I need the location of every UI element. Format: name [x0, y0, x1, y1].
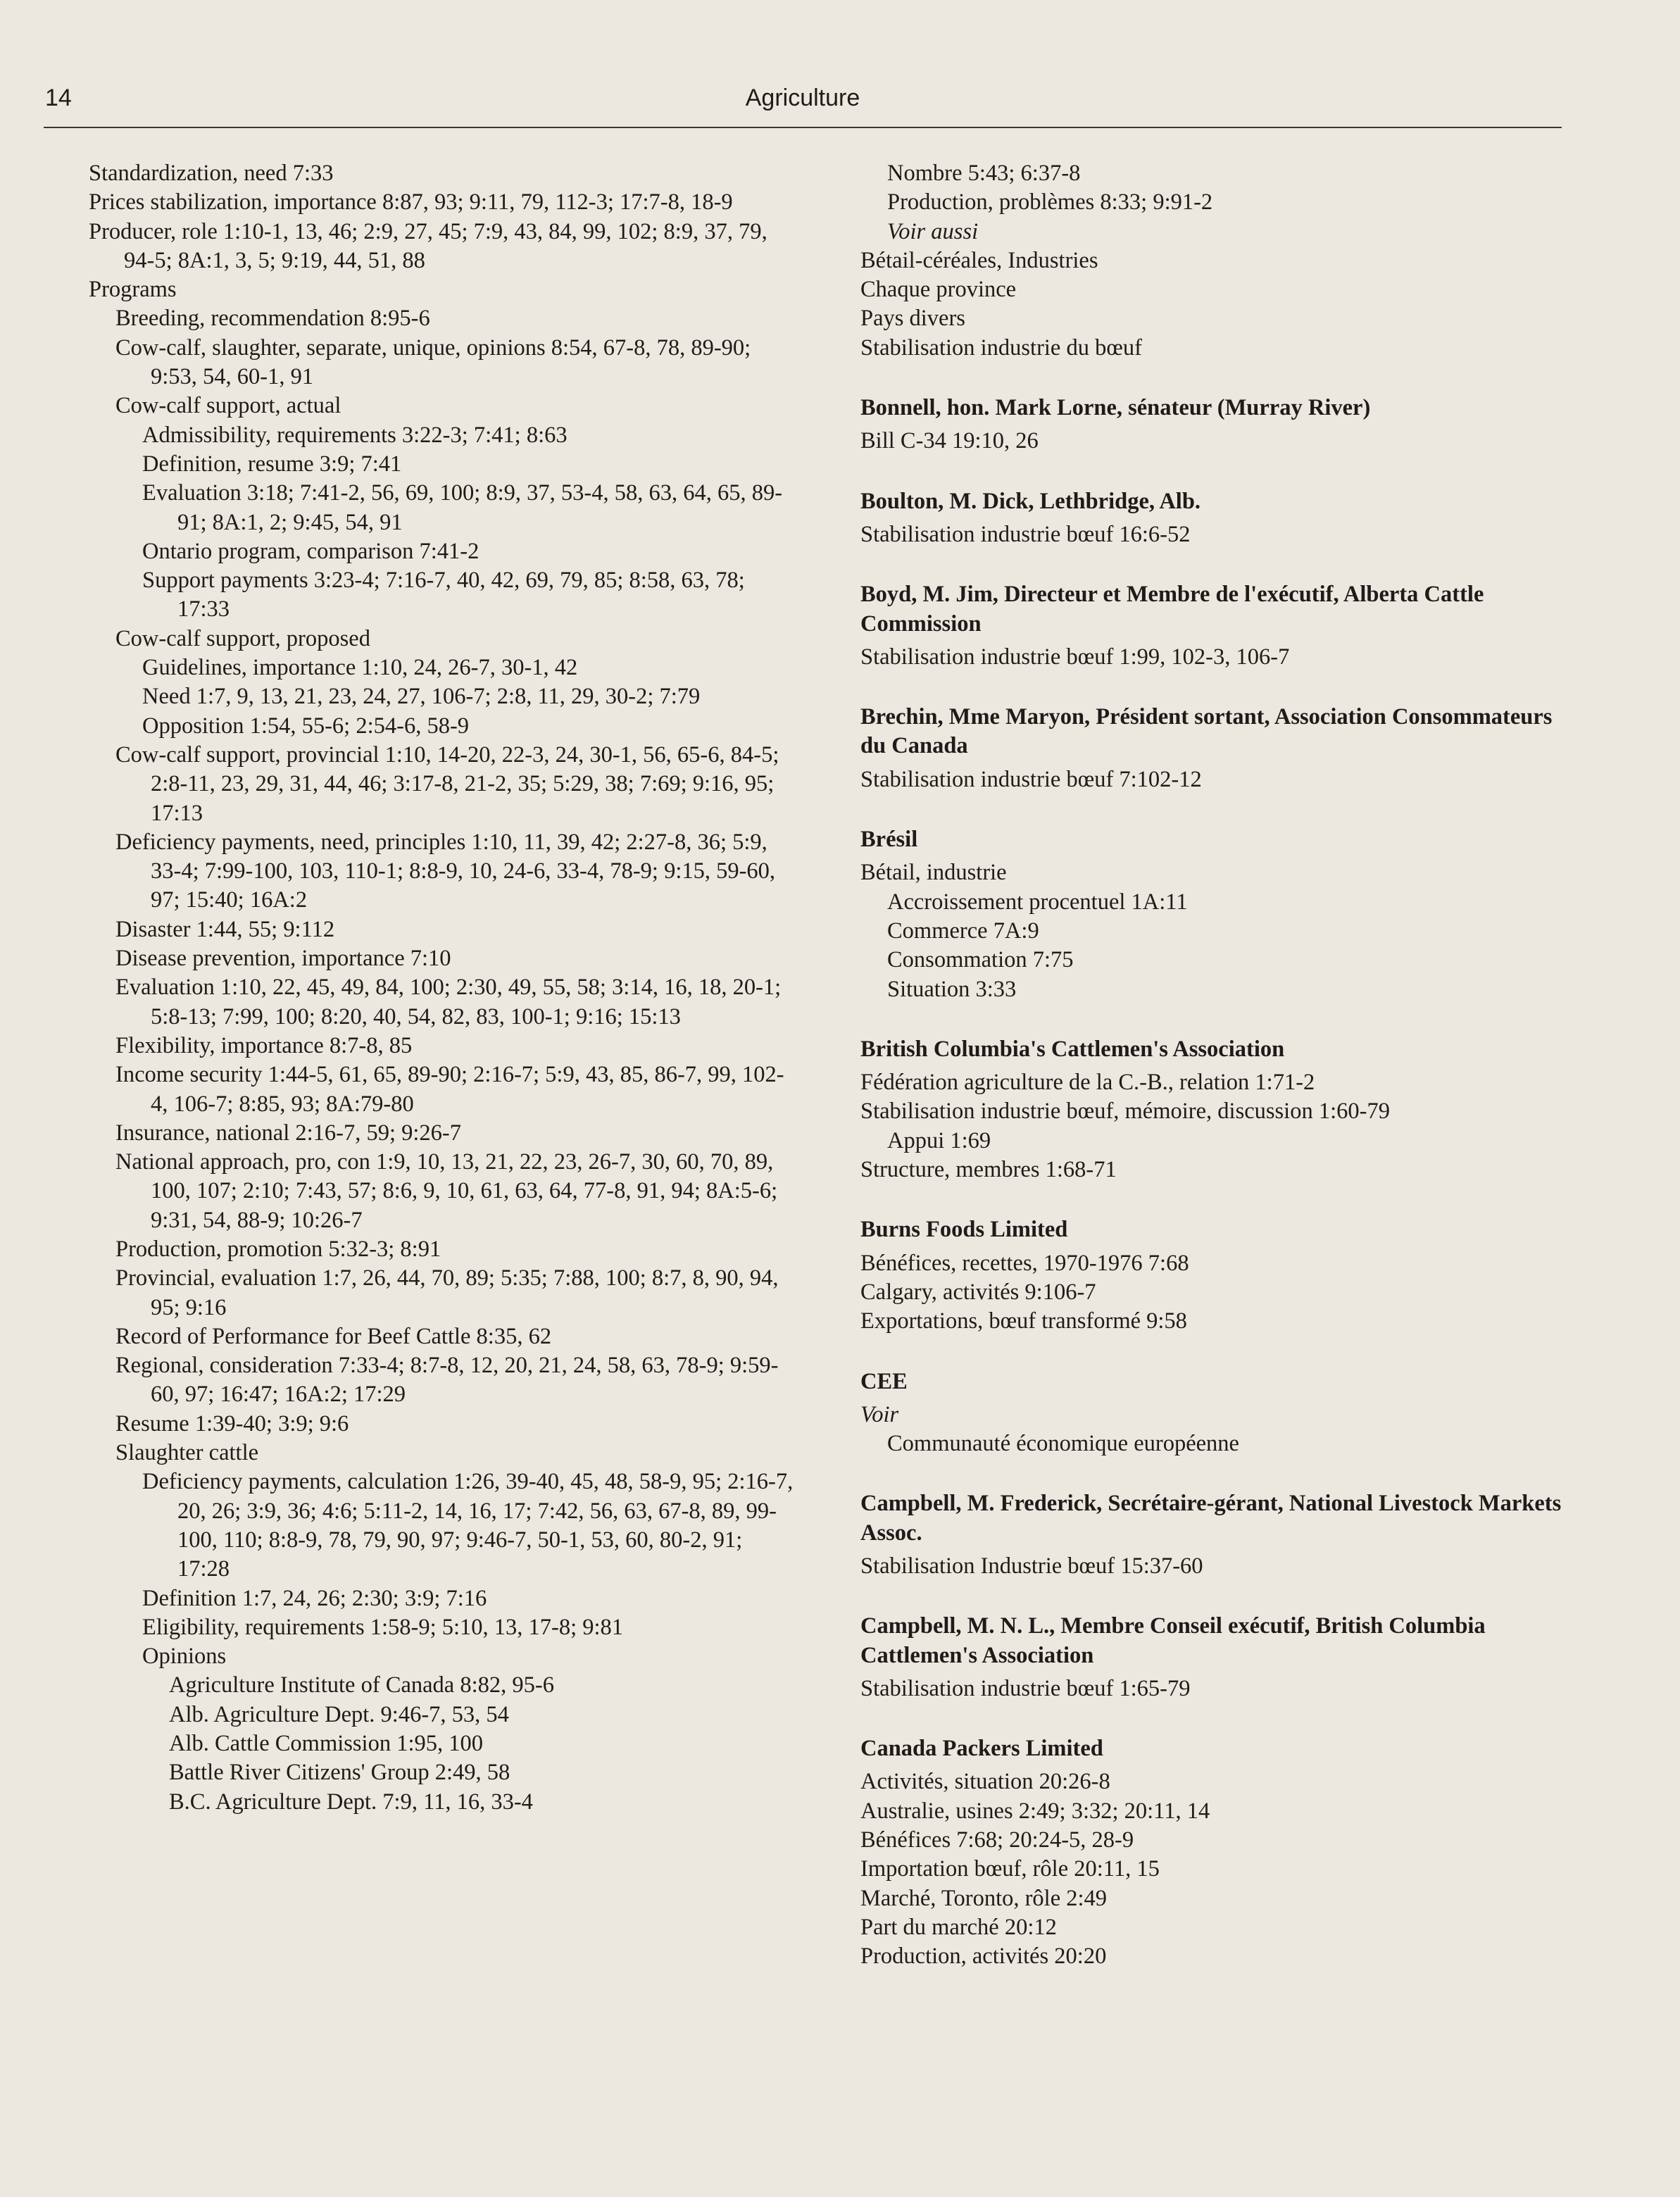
index-entry: Production, promotion 5:32-3; 8:91 [115, 1236, 441, 1262]
index-entry: Bill C-34 19:10, 26 [860, 428, 1039, 454]
index-entry: Prices stabilization, importance 8:87, 93; 9:11, 79, 112-3; 17:7-8, 18-9 [89, 189, 733, 215]
index-heading: Brechin, Mme Maryon, Président sortant, Association Consommateurs du Canada [860, 704, 1553, 759]
index-entry: Income security 1:44-5, 61, 65, 89-90; 2:16-7; 5:9, 43, 85, 86-7, 99, 102-4, 106-7; 8:85, 93; 8A:79-80 [115, 1062, 784, 1117]
index-entry: Opinions [142, 1644, 227, 1670]
index-entry: Agriculture Institute of Canada 8:82, 95-6 [169, 1672, 554, 1698]
index-entry: Producer, role 1:10-1, 13, 46; 2:9, 27, 45; 7:9, 43, 84, 99, 102; 8:9, 37, 79, 94-5; 8A:1, 3, 5; 9:19, 44, 51, 88 [89, 218, 767, 273]
index-entry: Stabilisation Industrie bœuf 15:37-60 [860, 1553, 1203, 1579]
index-entry: Definition, resume 3:9; 7:41 [142, 451, 402, 477]
index-heading: Campbell, M. Frederick, Secrétaire-gérant, National Livestock Markets Assoc. [860, 1491, 1562, 1546]
index-entry: Opposition 1:54, 55-6; 2:54-6, 58-9 [142, 713, 470, 739]
page-number: 14 [45, 84, 72, 111]
index-entry: Provincial, evaluation 1:7, 26, 44, 70, 89; 5:35; 7:88, 100; 8:7, 8, 90, 94, 95; 9:16 [115, 1265, 779, 1320]
index-entry: Part du marché 20:12 [860, 1914, 1057, 1940]
index-entry: Accroissement procentuel 1A:11 [887, 889, 1188, 915]
index-entry: Cow-calf support, provincial 1:10, 14-20, 22-3, 24, 30-1, 56, 65-6, 84-5; 2:8-11, 23, 29, 31, 44, 46; 3:17-8, 21-2, 35; 5:29, 38; 7:69; 9:16, 95; 17:13 [115, 741, 779, 826]
index-entry: Insurance, national 2:16-7, 59; 9:26-7 [115, 1120, 461, 1146]
index-entry: Voir aussi [887, 218, 979, 244]
left-index-column [89, 159, 800, 1817]
page-header [44, 79, 1562, 128]
index-entry: Australie, usines 2:49; 3:32; 20:11, 14 [860, 1798, 1210, 1824]
index-entry: Chaque province [860, 277, 1017, 303]
index-heading: Bonnell, hon. Mark Lorne, sénateur (Murray River) [860, 395, 1371, 421]
index-entry: Commerce 7A:9 [887, 918, 1039, 944]
index-entry: National approach, pro, con 1:9, 10, 13, 21, 22, 23, 26-7, 30, 60, 70, 89, 100, 107; 2:10; 7:43, 57; 8:6, 9, 10, 61, 63, 64, 77-8, 91, 94; 8A:5-6; 9:31, 54, 88-9; 10:26-7 [115, 1149, 778, 1233]
index-entry: Standardization, need 7:33 [89, 161, 334, 186]
index-entry: Cow-calf, slaughter, separate, unique, opinions 8:54, 67-8, 78, 89-90; 9:53, 54, 60-1, 91 [115, 334, 751, 390]
right-index-column [860, 159, 1565, 1972]
index-heading: Brésil [860, 827, 918, 853]
index-entry: Deficiency payments, need, principles 1:10, 11, 39, 42; 2:27-8, 36; 5:9, 33-4; 7:99-100, 103, 110-1; 8:8-9, 10, 24-6, 33-4, 78-9; 9:15, 59-60, 97; 15:40; 16A:2 [115, 829, 776, 913]
index-entry: Activités, situation 20:26-8 [860, 1769, 1110, 1795]
index-entry: Bétail-céréales, Industries [860, 247, 1098, 273]
index-entry: Guidelines, importance 1:10, 24, 26-7, 30-1, 42 [142, 655, 578, 681]
index-entry: Programs [89, 277, 177, 303]
index-heading: CEE [860, 1368, 908, 1394]
index-entry: Deficiency payments, calculation 1:26, 39-40, 45, 48, 58-9, 95; 2:16-7, 20, 26; 3:9, 36; 4:6; 5:11-2, 14, 16, 17; 7:42, 56, 63, 67-8, 89, 99-100, 110; 8:8-9, 78, 79, 90, 97; 9:46-7, 50-1, 53, 60, 80-2, 91; 17:28 [142, 1469, 794, 1582]
index-entry: Stabilisation industrie du bœuf [860, 334, 1142, 361]
index-entry: Definition 1:7, 24, 26; 2:30; 3:9; 7:16 [142, 1585, 487, 1611]
index-entry: Need 1:7, 9, 13, 21, 23, 24, 27, 106-7; 2:8, 11, 29, 30-2; 7:79 [142, 684, 701, 710]
index-entry: Consommation 7:75 [887, 947, 1074, 973]
index-entry: Cow-calf support, actual [115, 393, 341, 419]
index-entry: Production, activités 20:20 [860, 1944, 1107, 1970]
index-entry: Stabilisation industrie bœuf 7:102-12 [860, 766, 1202, 792]
index-entry: Appui 1:69 [887, 1127, 991, 1153]
index-entry: Structure, membres 1:68-71 [860, 1157, 1117, 1183]
index-entry: Marché, Toronto, rôle 2:49 [860, 1885, 1108, 1911]
index-entry: Admissibility, requirements 3:22-3; 7:41; 8:63 [142, 422, 568, 448]
index-heading: Campbell, M. N. L., Membre Conseil exécutif, British Columbia Cattlemen's Association [860, 1613, 1486, 1668]
index-entry: Stabilisation industrie bœuf 16:6-52 [860, 521, 1191, 547]
index-entry: Voir [860, 1401, 899, 1427]
index-entry: Battle River Citizens' Group 2:49, 58 [169, 1760, 510, 1786]
index-entry: Pays divers [860, 306, 965, 332]
index-entry: Importation bœuf, rôle 20:11, 15 [860, 1856, 1160, 1882]
index-heading: Boyd, M. Jim, Directeur et Membre de l'exécutif, Alberta Cattle Commission [860, 582, 1484, 637]
index-entry: Stabilisation industrie bœuf 1:99, 102-3, 106-7 [860, 644, 1290, 670]
index-heading: Boulton, M. Dick, Lethbridge, Alb. [860, 488, 1201, 514]
index-entry: Evaluation 3:18; 7:41-2, 56, 69, 100; 8:9, 37, 53-4, 58, 63, 64, 65, 89-91; 8A:1, 2; 9:45, 54, 91 [142, 480, 783, 535]
index-entry: Calgary, activités 9:106-7 [860, 1279, 1096, 1305]
index-entry: Communauté économique européenne [887, 1431, 1239, 1457]
index-heading: British Columbia's Cattlemen's Association [860, 1036, 1285, 1062]
index-entry: Production, problèmes 8:33; 9:91-2 [887, 189, 1213, 215]
index-entry: Bénéfices, recettes, 1970-1976 7:68 [860, 1250, 1189, 1276]
index-entry: B.C. Agriculture Dept. 7:9, 11, 16, 33-4 [169, 1789, 533, 1815]
index-entry: Situation 3:33 [887, 976, 1017, 1002]
index-entry: Nombre 5:43; 6:37-8 [887, 161, 1081, 186]
index-entry: Bénéfices 7:68; 20:24-5, 28-9 [860, 1827, 1134, 1853]
index-heading: Canada Packers Limited [860, 1736, 1103, 1762]
index-entry: Eligibility, requirements 1:58-9; 5:10, 13, 17-8; 9:81 [142, 1614, 624, 1640]
index-entry: Record of Performance for Beef Cattle 8:35, 62 [115, 1323, 552, 1349]
index-heading: Burns Foods Limited [860, 1217, 1068, 1243]
index-entry: Regional, consideration 7:33-4; 8:7-8, 12, 20, 21, 24, 58, 63, 78-9; 9:59-60, 97; 16:47; 16A:2; 17:29 [115, 1353, 779, 1408]
index-entry: Disease prevention, importance 7:10 [115, 946, 451, 972]
section-title: Agriculture [745, 84, 860, 111]
index-entry: Slaughter cattle [115, 1440, 259, 1466]
index-entry: Evaluation 1:10, 22, 45, 49, 84, 100; 2:30, 49, 55, 58; 3:14, 16, 18, 20-1; 5:8-13; 7:99, 100; 8:20, 40, 54, 82, 83, 100-1; 9:16; 15:13 [115, 975, 782, 1029]
index-entry: Support payments 3:23-4; 7:16-7, 40, 42, 69, 79, 85; 8:58, 63, 78; 17:33 [142, 568, 745, 622]
index-entry: Resume 1:39-40; 3:9; 9:6 [115, 1410, 349, 1436]
index-entry: Stabilisation industrie bœuf, mémoire, discussion 1:60-79 [860, 1098, 1390, 1125]
index-entry: Stabilisation industrie bœuf 1:65-79 [860, 1675, 1191, 1701]
index-entry: Fédération agriculture de la C.-B., relation 1:71-2 [860, 1070, 1315, 1096]
index-entry: Disaster 1:44, 55; 9:112 [115, 916, 335, 942]
index-entry: Breeding, recommendation 8:95-6 [115, 306, 430, 332]
index-entry: Alb. Agriculture Dept. 9:46-7, 53, 54 [169, 1701, 509, 1727]
index-entry: Ontario program, comparison 7:41-2 [142, 538, 479, 564]
index-entry: Cow-calf support, proposed [115, 625, 370, 651]
index-entry: Exportations, bœuf transformé 9:58 [860, 1308, 1187, 1334]
index-entry: Alb. Cattle Commission 1:95, 100 [169, 1731, 483, 1757]
index-entry: Flexibility, importance 8:7-8, 85 [115, 1032, 413, 1058]
index-entry: Bétail, industrie [860, 860, 1007, 886]
